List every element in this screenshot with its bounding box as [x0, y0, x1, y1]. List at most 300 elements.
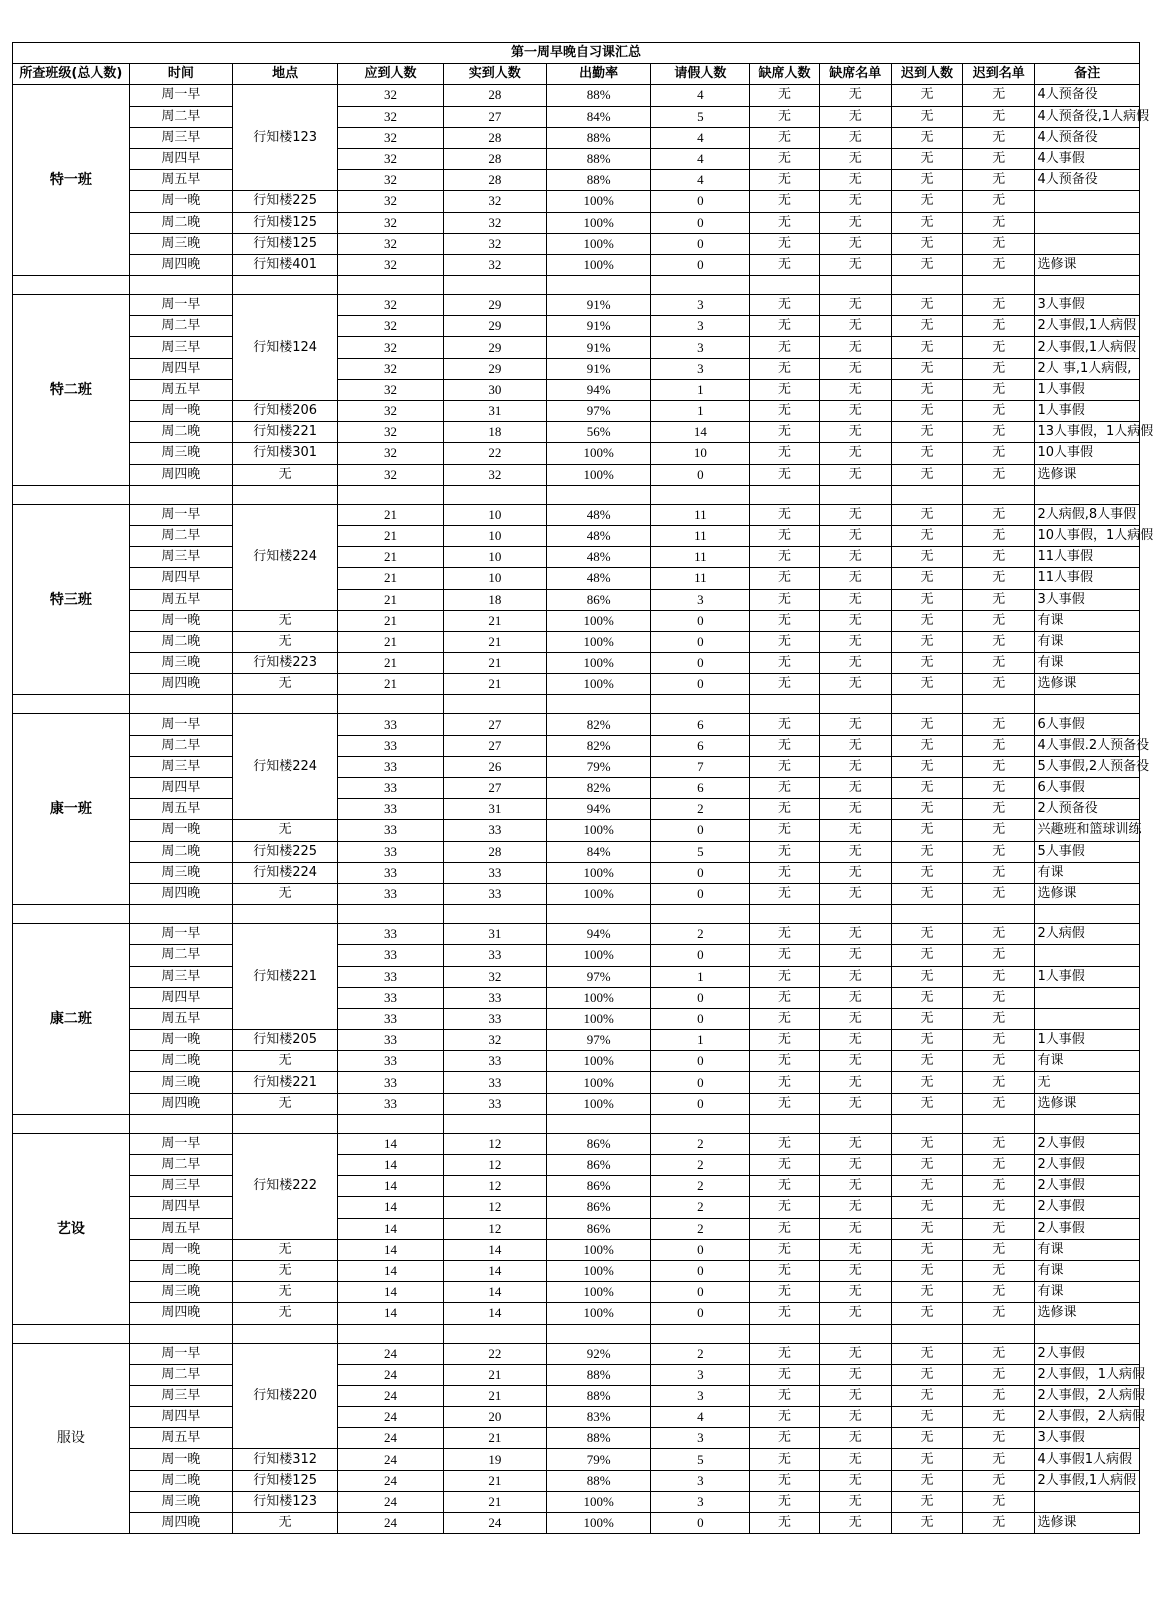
location-cell: 无	[232, 631, 337, 652]
absent-names-cell: 无	[819, 674, 891, 695]
time-cell: 周四早	[129, 778, 232, 799]
time-cell: 周二晚	[129, 422, 232, 443]
late-cell: 无	[891, 714, 962, 735]
late-cell: 无	[891, 525, 962, 546]
table-row	[13, 1239, 1140, 1260]
late-names-cell: 无	[963, 443, 1035, 464]
actual-cell: 29	[443, 316, 546, 337]
rate-cell: 48%	[546, 504, 650, 525]
absent-names-cell: 无	[819, 1513, 891, 1534]
location-cell: 无	[232, 464, 337, 485]
note-cell: 11人事假	[1035, 568, 1140, 589]
late-cell: 无	[891, 443, 962, 464]
time-cell: 周三晚	[129, 1072, 232, 1093]
empty-cell	[819, 695, 891, 714]
location-cell: 行知楼401	[232, 254, 337, 275]
late-cell: 无	[891, 85, 962, 106]
expected-cell: 32	[338, 316, 443, 337]
leave-cell: 1	[651, 379, 750, 400]
actual-cell: 32	[443, 966, 546, 987]
note-cell: 4人事假1人病假	[1035, 1449, 1140, 1470]
leave-cell: 0	[651, 1093, 750, 1114]
header-actual: 实到人数	[443, 64, 546, 85]
location-cell: 行知楼224	[232, 504, 337, 610]
location-cell: 行知楼222	[232, 1133, 337, 1239]
time-cell: 周三早	[129, 966, 232, 987]
late-names-cell: 无	[963, 1470, 1035, 1491]
rate-cell: 100%	[546, 945, 650, 966]
expected-cell: 21	[338, 674, 443, 695]
expected-cell: 33	[338, 735, 443, 756]
location-cell: 行知楼301	[232, 443, 337, 464]
absent-cell: 无	[750, 1030, 819, 1051]
table-row	[13, 1008, 1140, 1029]
absent-cell: 无	[750, 841, 819, 862]
time-cell: 周三晚	[129, 653, 232, 674]
time-cell: 周二早	[129, 316, 232, 337]
late-cell: 无	[891, 1218, 962, 1239]
note-cell: 2人事假,1人病假	[1035, 1470, 1140, 1491]
absent-names-cell: 无	[819, 85, 891, 106]
note-cell: 有课	[1035, 1239, 1140, 1260]
late-cell: 无	[891, 295, 962, 316]
table-row	[13, 924, 1140, 945]
empty-cell	[963, 905, 1035, 924]
late-names-cell: 无	[963, 756, 1035, 777]
expected-cell: 24	[338, 1449, 443, 1470]
expected-cell: 32	[338, 212, 443, 233]
time-cell: 周三早	[129, 547, 232, 568]
late-names-cell: 无	[963, 610, 1035, 631]
late-cell: 无	[891, 735, 962, 756]
late-cell: 无	[891, 1197, 962, 1218]
expected-cell: 33	[338, 966, 443, 987]
empty-cell	[891, 1114, 962, 1133]
absent-names-cell: 无	[819, 568, 891, 589]
late-cell: 无	[891, 170, 962, 191]
empty-cell	[819, 485, 891, 504]
rate-cell: 86%	[546, 589, 650, 610]
late-cell: 无	[891, 1303, 962, 1324]
leave-cell: 2	[651, 1218, 750, 1239]
table-row	[13, 1364, 1140, 1385]
leave-cell: 0	[651, 1303, 750, 1324]
empty-cell	[13, 485, 130, 504]
location-cell: 行知楼221	[232, 924, 337, 1030]
late-names-cell: 无	[963, 106, 1035, 127]
absent-names-cell: 无	[819, 945, 891, 966]
expected-cell: 24	[338, 1428, 443, 1449]
absent-names-cell: 无	[819, 1155, 891, 1176]
late-names-cell: 无	[963, 1385, 1035, 1406]
empty-cell	[963, 1324, 1035, 1343]
absent-names-cell: 无	[819, 525, 891, 546]
late-names-cell: 无	[963, 589, 1035, 610]
late-names-cell: 无	[963, 653, 1035, 674]
time-cell: 周四早	[129, 1197, 232, 1218]
actual-cell: 33	[443, 820, 546, 841]
late-cell: 无	[891, 1093, 962, 1114]
class-name-cell: 特三班	[13, 504, 130, 695]
table-row	[13, 1093, 1140, 1114]
leave-cell: 3	[651, 1385, 750, 1406]
late-cell: 无	[891, 148, 962, 169]
expected-cell: 33	[338, 987, 443, 1008]
absent-names-cell: 无	[819, 987, 891, 1008]
time-cell: 周一晚	[129, 610, 232, 631]
empty-cell	[651, 905, 750, 924]
absent-names-cell: 无	[819, 464, 891, 485]
late-cell: 无	[891, 422, 962, 443]
empty-cell	[1035, 1324, 1140, 1343]
table-row	[13, 191, 1140, 212]
actual-cell: 32	[443, 254, 546, 275]
empty-cell	[891, 276, 962, 295]
table-row	[13, 504, 1140, 525]
leave-cell: 3	[651, 1491, 750, 1512]
table-row	[13, 883, 1140, 904]
absent-cell: 无	[750, 1008, 819, 1029]
table-row	[13, 799, 1140, 820]
late-cell: 无	[891, 568, 962, 589]
absent-cell: 无	[750, 422, 819, 443]
absent-names-cell: 无	[819, 547, 891, 568]
time-cell: 周三早	[129, 337, 232, 358]
actual-cell: 12	[443, 1218, 546, 1239]
late-cell: 无	[891, 674, 962, 695]
table-row	[13, 254, 1140, 275]
absent-names-cell: 无	[819, 1343, 891, 1364]
leave-cell: 4	[651, 127, 750, 148]
rate-cell: 86%	[546, 1155, 650, 1176]
table-body	[13, 85, 1154, 1534]
table-row	[13, 1051, 1140, 1072]
absent-cell: 无	[750, 924, 819, 945]
time-cell: 周二晚	[129, 1260, 232, 1281]
leave-cell: 3	[651, 316, 750, 337]
expected-cell: 32	[338, 233, 443, 254]
actual-cell: 21	[443, 1428, 546, 1449]
late-names-cell: 无	[963, 191, 1035, 212]
note-cell: 有课	[1035, 631, 1140, 652]
empty-cell	[232, 905, 337, 924]
time-cell: 周五早	[129, 1428, 232, 1449]
rate-cell: 88%	[546, 85, 650, 106]
note-cell: 2人事假，1人病假	[1035, 1364, 1140, 1385]
time-cell: 周二早	[129, 735, 232, 756]
table-row	[13, 589, 1140, 610]
leave-cell: 1	[651, 401, 750, 422]
late-cell: 无	[891, 924, 962, 945]
note-cell: 选修课	[1035, 464, 1140, 485]
rate-cell: 100%	[546, 1513, 650, 1534]
absent-names-cell: 无	[819, 1282, 891, 1303]
actual-cell: 31	[443, 799, 546, 820]
location-cell: 无	[232, 1239, 337, 1260]
table-row	[13, 233, 1140, 254]
note-cell: 2人事假，2人病假	[1035, 1407, 1140, 1428]
leave-cell: 0	[651, 464, 750, 485]
late-cell: 无	[891, 1155, 962, 1176]
late-names-cell: 无	[963, 1051, 1035, 1072]
late-cell: 无	[891, 653, 962, 674]
late-names-cell: 无	[963, 464, 1035, 485]
expected-cell: 33	[338, 1051, 443, 1072]
absent-names-cell: 无	[819, 254, 891, 275]
absent-names-cell: 无	[819, 841, 891, 862]
rate-cell: 82%	[546, 778, 650, 799]
late-cell: 无	[891, 1491, 962, 1512]
note-cell: 2人病假	[1035, 924, 1140, 945]
leave-cell: 0	[651, 1051, 750, 1072]
time-cell: 周三晚	[129, 1491, 232, 1512]
expected-cell: 32	[338, 422, 443, 443]
time-cell: 周一早	[129, 295, 232, 316]
actual-cell: 33	[443, 1051, 546, 1072]
late-names-cell: 无	[963, 422, 1035, 443]
time-cell: 周四早	[129, 1407, 232, 1428]
rate-cell: 86%	[546, 1176, 650, 1197]
table-row	[13, 1282, 1140, 1303]
spacer-row	[13, 905, 1140, 924]
expected-cell: 33	[338, 1072, 443, 1093]
table-row	[13, 464, 1140, 485]
note-cell: 4人预备役	[1035, 170, 1140, 191]
empty-cell	[891, 695, 962, 714]
leave-cell: 0	[651, 191, 750, 212]
empty-cell	[338, 1324, 443, 1343]
expected-cell: 33	[338, 799, 443, 820]
leave-cell: 2	[651, 1197, 750, 1218]
late-names-cell: 无	[963, 1282, 1035, 1303]
absent-cell: 无	[750, 295, 819, 316]
note-cell: 6人事假	[1035, 778, 1140, 799]
time-cell: 周四晚	[129, 464, 232, 485]
note-cell: 2人事假	[1035, 1155, 1140, 1176]
late-names-cell: 无	[963, 504, 1035, 525]
time-cell: 周三早	[129, 756, 232, 777]
late-names-cell: 无	[963, 401, 1035, 422]
empty-cell	[651, 1114, 750, 1133]
empty-cell	[232, 1114, 337, 1133]
expected-cell: 33	[338, 1030, 443, 1051]
leave-cell: 0	[651, 1072, 750, 1093]
expected-cell: 32	[338, 464, 443, 485]
time-cell: 周四晚	[129, 674, 232, 695]
expected-cell: 21	[338, 568, 443, 589]
late-cell: 无	[891, 1385, 962, 1406]
leave-cell: 2	[651, 1176, 750, 1197]
absent-cell: 无	[750, 254, 819, 275]
absent-cell: 无	[750, 1449, 819, 1470]
location-cell: 无	[232, 674, 337, 695]
late-names-cell: 无	[963, 1197, 1035, 1218]
expected-cell: 21	[338, 589, 443, 610]
location-cell: 无	[232, 1282, 337, 1303]
note-cell: 选修课	[1035, 1513, 1140, 1534]
actual-cell: 21	[443, 631, 546, 652]
late-cell: 无	[891, 358, 962, 379]
late-names-cell: 无	[963, 233, 1035, 254]
time-cell: 周二早	[129, 1155, 232, 1176]
late-names-cell: 无	[963, 1428, 1035, 1449]
note-cell: 5人事假	[1035, 841, 1140, 862]
empty-cell	[443, 1114, 546, 1133]
empty-cell	[443, 1324, 546, 1343]
actual-cell: 14	[443, 1303, 546, 1324]
leave-cell: 0	[651, 883, 750, 904]
absent-names-cell: 无	[819, 212, 891, 233]
actual-cell: 24	[443, 1513, 546, 1534]
leave-cell: 3	[651, 1470, 750, 1491]
absent-names-cell: 无	[819, 714, 891, 735]
location-cell: 无	[232, 1513, 337, 1534]
absent-names-cell: 无	[819, 1133, 891, 1154]
rate-cell: 100%	[546, 1072, 650, 1093]
note-cell: 13人事假，1人病假	[1035, 422, 1140, 443]
rate-cell: 48%	[546, 525, 650, 546]
rate-cell: 94%	[546, 924, 650, 945]
table-row	[13, 148, 1140, 169]
late-names-cell: 无	[963, 1491, 1035, 1512]
note-cell: 2人事假,1人病假	[1035, 337, 1140, 358]
note-cell: 6人事假	[1035, 714, 1140, 735]
late-names-cell: 无	[963, 127, 1035, 148]
expected-cell: 33	[338, 1008, 443, 1029]
absent-names-cell: 无	[819, 1491, 891, 1512]
spacer-row	[13, 1114, 1140, 1133]
late-cell: 无	[891, 987, 962, 1008]
note-cell: 3人事假	[1035, 295, 1140, 316]
late-names-cell: 无	[963, 85, 1035, 106]
time-cell: 周三晚	[129, 1282, 232, 1303]
leave-cell: 0	[651, 1239, 750, 1260]
absent-cell: 无	[750, 1072, 819, 1093]
late-cell: 无	[891, 966, 962, 987]
attendance-summary-table	[12, 42, 1154, 1534]
expected-cell: 32	[338, 170, 443, 191]
rate-cell: 86%	[546, 1197, 650, 1218]
leave-cell: 3	[651, 358, 750, 379]
absent-cell: 无	[750, 589, 819, 610]
late-names-cell: 无	[963, 1239, 1035, 1260]
expected-cell: 14	[338, 1260, 443, 1281]
late-names-cell: 无	[963, 1093, 1035, 1114]
header-absent: 缺席人数	[750, 64, 819, 85]
rate-cell: 100%	[546, 254, 650, 275]
absent-names-cell: 无	[819, 735, 891, 756]
empty-cell	[1035, 695, 1140, 714]
header-leave: 请假人数	[651, 64, 750, 85]
absent-cell: 无	[750, 987, 819, 1008]
note-cell: 4人事假	[1035, 148, 1140, 169]
actual-cell: 18	[443, 422, 546, 443]
table-row	[13, 653, 1140, 674]
leave-cell: 0	[651, 674, 750, 695]
rate-cell: 79%	[546, 1449, 650, 1470]
expected-cell: 32	[338, 337, 443, 358]
leave-cell: 0	[651, 631, 750, 652]
note-cell: 2人事假	[1035, 1133, 1140, 1154]
absent-names-cell: 无	[819, 443, 891, 464]
late-cell: 无	[891, 547, 962, 568]
expected-cell: 24	[338, 1513, 443, 1534]
time-cell: 周一晚	[129, 1030, 232, 1051]
absent-names-cell: 无	[819, 337, 891, 358]
absent-cell: 无	[750, 1513, 819, 1534]
note-cell	[1035, 212, 1140, 233]
late-names-cell: 无	[963, 337, 1035, 358]
absent-cell: 无	[750, 1133, 819, 1154]
location-cell: 行知楼205	[232, 1030, 337, 1051]
class-name-cell: 服设	[13, 1343, 130, 1534]
expected-cell: 24	[338, 1407, 443, 1428]
empty-cell	[129, 485, 232, 504]
time-cell: 周二晚	[129, 631, 232, 652]
late-cell: 无	[891, 316, 962, 337]
empty-cell	[13, 1114, 130, 1133]
actual-cell: 22	[443, 1343, 546, 1364]
leave-cell: 14	[651, 422, 750, 443]
expected-cell: 14	[338, 1303, 443, 1324]
time-cell: 周二早	[129, 945, 232, 966]
table-row	[13, 1343, 1140, 1364]
table-row	[13, 443, 1140, 464]
empty-cell	[232, 1324, 337, 1343]
expected-cell: 32	[338, 106, 443, 127]
table-row	[13, 735, 1140, 756]
rate-cell: 100%	[546, 1303, 650, 1324]
absent-cell: 无	[750, 170, 819, 191]
absent-names-cell: 无	[819, 799, 891, 820]
rate-cell: 100%	[546, 1051, 650, 1072]
actual-cell: 12	[443, 1176, 546, 1197]
class-name-cell: 艺设	[13, 1133, 130, 1324]
note-cell: 1人事假	[1035, 379, 1140, 400]
absent-names-cell: 无	[819, 295, 891, 316]
leave-cell: 6	[651, 735, 750, 756]
late-cell: 无	[891, 1008, 962, 1029]
time-cell: 周四晚	[129, 254, 232, 275]
absent-names-cell: 无	[819, 358, 891, 379]
actual-cell: 18	[443, 589, 546, 610]
expected-cell: 33	[338, 945, 443, 966]
absent-cell: 无	[750, 85, 819, 106]
empty-cell	[232, 695, 337, 714]
rate-cell: 100%	[546, 1491, 650, 1512]
expected-cell: 32	[338, 443, 443, 464]
absent-cell: 无	[750, 358, 819, 379]
expected-cell: 14	[338, 1176, 443, 1197]
empty-cell	[443, 905, 546, 924]
late-names-cell: 无	[963, 1030, 1035, 1051]
empty-cell	[338, 1114, 443, 1133]
absent-cell: 无	[750, 379, 819, 400]
expected-cell: 21	[338, 610, 443, 631]
leave-cell: 2	[651, 1343, 750, 1364]
rate-cell: 100%	[546, 674, 650, 695]
note-cell: 选修课	[1035, 674, 1140, 695]
note-cell: 2人 事,1人病假,	[1035, 358, 1140, 379]
time-cell: 周四晚	[129, 1093, 232, 1114]
table-row	[13, 547, 1140, 568]
leave-cell: 0	[651, 254, 750, 275]
absent-cell: 无	[750, 799, 819, 820]
class-name-cell: 特二班	[13, 295, 130, 486]
absent-names-cell: 无	[819, 316, 891, 337]
expected-cell: 32	[338, 295, 443, 316]
time-cell: 周一早	[129, 85, 232, 106]
